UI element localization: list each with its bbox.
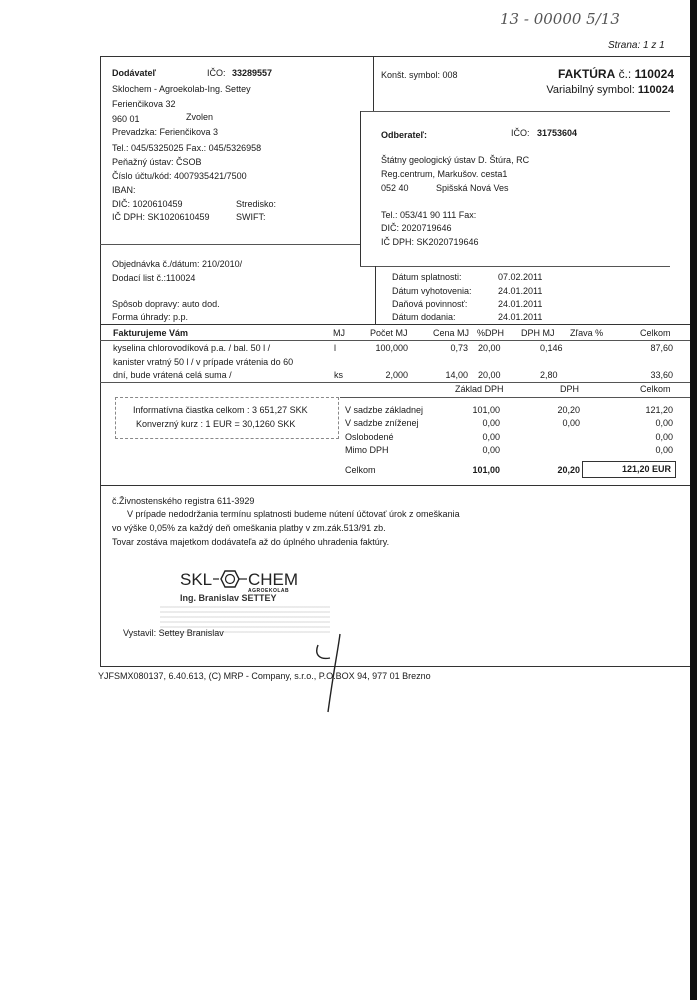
item-total: 33,60	[650, 370, 673, 380]
item-vat-mj: 0,146	[540, 343, 563, 353]
item-price: 0,73	[450, 343, 468, 353]
item-price: 14,00	[445, 370, 468, 380]
vat-col-vat: DPH	[560, 384, 580, 394]
date-label: Dátum vyhotovenia:	[392, 286, 472, 296]
item-mj: l	[334, 343, 336, 353]
supplier-street: Ferienčikova 32	[112, 99, 176, 109]
frame-top	[100, 56, 690, 57]
customer-dic: DIČ: 2020719646	[381, 223, 452, 233]
item-vat-mj: 2,80	[540, 370, 558, 380]
stamp-logo-right: CHEM	[248, 570, 299, 589]
col-total: Celkom	[640, 328, 671, 338]
customer-ic-dph: IČ DPH: SK2020719646	[381, 237, 479, 247]
vat-row-total: 121,20	[645, 405, 673, 415]
supplier-swift: SWIFT:	[236, 212, 266, 222]
vat-row-label: Mimo DPH	[345, 445, 389, 455]
date-value: 07.02.2011	[498, 272, 543, 282]
vat-row-base: 0,00	[482, 432, 500, 442]
stamp-name: Ing. Branislav SETTEY	[180, 593, 277, 603]
dates-divider	[375, 266, 376, 324]
vat-row-total: 0,00	[655, 418, 673, 428]
date-value: 24.01.2011	[498, 312, 543, 322]
supplier-tel-fax: Tel.: 045/5325025 Fax.: 045/5326958	[112, 143, 262, 153]
info-conversion-rate: Konverzný kurz : 1 EUR = 30,1260 SKK	[136, 419, 296, 429]
date-label: Dátum dodania:	[392, 312, 456, 322]
late-payment-rate: vo výške 0,05% za každý deň omeškania platby v zm.zák.513/91 zb.	[112, 523, 386, 533]
col-mj: MJ	[333, 328, 345, 338]
vat-row-base: 0,00	[482, 418, 500, 428]
vat-row-total: 0,00	[655, 432, 673, 442]
customer-box-bottom	[360, 266, 670, 267]
customer-tel-fax: Tel.: 053/41 90 111 Fax:	[381, 210, 477, 220]
date-label: Daňová povinnosť:	[392, 299, 468, 309]
benzene-ring-icon	[213, 568, 247, 590]
supplier-city: Zvolen	[186, 112, 214, 122]
vat-header-line	[340, 397, 690, 398]
supplier-branch: Prevadzka: Ferienčikova 3	[112, 127, 219, 137]
transport-method: Spôsob dopravy: auto dod.	[112, 299, 220, 309]
item-total: 87,60	[650, 343, 673, 353]
vat-row-vat: 20,20	[557, 405, 580, 415]
handwritten-note: 13 - 00000 5/13	[500, 10, 620, 28]
supplier-dic: DIČ: 1020610459	[112, 199, 183, 209]
vat-total-base: 101,00	[472, 465, 500, 475]
supplier-ico-label: IČO:	[207, 68, 226, 78]
supplier-account: Číslo účtu/kód: 4007935421/7500	[112, 171, 247, 181]
frame-bottom	[100, 666, 690, 667]
var-symbol-label: Variabilný symbol:	[546, 84, 638, 96]
stamp-logo-left: SKL	[180, 570, 213, 589]
page-number: Strana: 1 z 1	[608, 40, 665, 51]
order-number: Objednávka č./dátum: 210/2010/	[112, 259, 243, 269]
date-value: 24.01.2011	[498, 286, 543, 296]
variable-symbol	[480, 84, 674, 96]
invoice-number: 110024	[634, 67, 674, 81]
customer-box-left	[360, 111, 361, 266]
item-desc: kanister vratný 50 l / v prípade vrátenia do 60	[113, 357, 294, 367]
customer-ico: 31753604	[537, 128, 578, 138]
item-vat: 20,00	[478, 370, 501, 380]
supplier-label: Dodávateľ	[112, 68, 156, 78]
trade-register: č.Živnostenského registra 611-3929	[112, 496, 255, 506]
vat-row-label: V sadzbe zníženej	[345, 418, 419, 428]
issued-by: Vystavil: Settey Branislav	[123, 628, 224, 638]
vat-row-vat: 0,00	[562, 418, 580, 428]
invoice-c: č.:	[615, 67, 635, 81]
vat-row-base: 0,00	[482, 445, 500, 455]
vat-col-total: Celkom	[640, 384, 671, 394]
supplier-stredisko: Stredisko:	[236, 199, 277, 209]
supplier-box-bottom	[100, 244, 360, 245]
var-symbol-value: 110024	[637, 84, 674, 96]
supplier-ico: 33289557	[232, 68, 273, 78]
date-label: Dátum splatnosti:	[392, 272, 462, 282]
divider-header	[373, 56, 374, 111]
invoice-label: FAKTÚRA	[557, 67, 616, 81]
customer-name: Štátny geologický ústav D. Štúra, RC	[381, 155, 530, 165]
invoice-title	[500, 67, 674, 81]
item-qty: 100,000	[375, 343, 408, 353]
frame-left	[100, 56, 101, 667]
summary-bottom	[100, 485, 690, 486]
items-bottom	[100, 382, 690, 383]
vat-row-label: Oslobodené	[345, 432, 394, 442]
vat-row-label: V sadzbe základnej	[345, 405, 424, 415]
item-qty: 2,000	[385, 370, 408, 380]
item-desc: dní, bude vrátená celá suma /	[113, 370, 232, 380]
col-discount: Zľava %	[570, 328, 604, 338]
customer-label: Odberateľ:	[381, 130, 427, 140]
ownership-note: Tovar zostáva majetkom dodávateľa až do úplného uhradenia faktúry.	[112, 537, 390, 547]
col-vat-mj: DPH MJ	[521, 328, 555, 338]
customer-street: Reg.centrum, Markušov. cesta1	[381, 169, 508, 179]
customer-box-top	[360, 111, 670, 112]
software-footer: YJFSMX080137, 6.40.613, (C) MRP - Company, s.r.o., P.O.BOX 94, 977 01 Brezno	[98, 671, 431, 681]
info-box	[115, 397, 339, 439]
col-price: Cena MJ	[433, 328, 470, 338]
customer-city: Spišská Nová Ves	[436, 183, 509, 193]
customer-zip: 052 40	[381, 183, 409, 193]
date-value: 24.01.2011	[498, 299, 543, 309]
konst-symbol: Konšt. symbol: 008	[381, 70, 458, 80]
grand-total: 121,20 EUR	[621, 464, 671, 474]
vat-total-label: Celkom	[345, 465, 376, 475]
customer-ico-label: IČO:	[511, 128, 530, 138]
items-header-line	[100, 340, 690, 341]
col-vat: %DPH	[477, 328, 505, 338]
vat-total-vat: 20,20	[557, 465, 580, 475]
items-top	[100, 324, 690, 325]
supplier-iban: IBAN:	[112, 185, 136, 195]
stamp-sub: AGROEKOLAB	[248, 588, 290, 594]
vat-row-total: 0,00	[655, 445, 673, 455]
item-desc: kyselina chlorovodíková p.a. / bal. 50 l /	[113, 343, 271, 353]
vat-row-base: 101,00	[472, 405, 500, 415]
info-total-skk: Informatívna čiastka celkom : 3 651,27 SKK	[133, 405, 308, 415]
vat-col-base: Základ DPH	[455, 384, 504, 394]
late-payment-note: V prípade nedodržania termínu splatnosti budeme nútení účtovať úrok z omeškania	[127, 509, 460, 519]
supplier-ic-dph: IČ DPH: SK1020610459	[112, 212, 210, 222]
supplier-name: Sklochem - Agroekolab-Ing. Settey	[112, 84, 251, 94]
supplier-bank: Peňažný ústav: ČSOB	[112, 157, 202, 167]
col-qty: Počet MJ	[370, 328, 408, 338]
delivery-note: Dodací list č.:110024	[112, 273, 196, 283]
scan-edge	[690, 0, 697, 1000]
supplier-zip: 960 01	[112, 114, 140, 124]
col-description: Fakturujeme Vám	[113, 328, 189, 338]
payment-method: Forma úhrady: p.p.	[112, 312, 189, 322]
item-mj: ks	[334, 370, 343, 380]
item-vat: 20,00	[478, 343, 501, 353]
